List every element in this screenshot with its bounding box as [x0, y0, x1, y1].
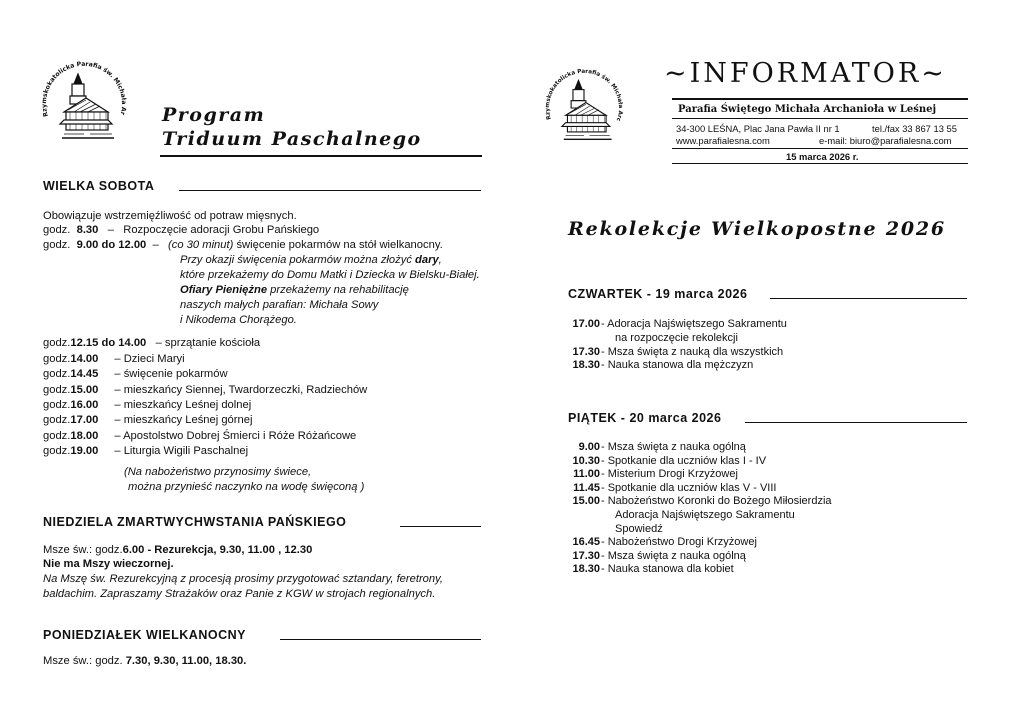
sobota-schedule-row	[43, 383, 367, 397]
niedziela-msze	[43, 543, 312, 557]
sobota-note3	[180, 283, 409, 297]
website-link[interactable]: www.parafialesna.com	[676, 135, 770, 146]
sobota-note7: można przynieść naczynko na wodę święconą )	[128, 481, 365, 493]
sobota-schedule-row	[43, 429, 356, 443]
time: 16.00	[70, 398, 99, 411]
time: 10.30	[572, 454, 600, 467]
prefix: godz.	[43, 368, 71, 381]
prefix: Msze św.: godz.	[43, 655, 123, 667]
note1-a: Przy okazji święcenia pokarmów można złożyć	[180, 254, 412, 266]
czwartek-schedule-row	[563, 346, 783, 360]
time: 14.00	[70, 353, 99, 365]
do: do	[101, 239, 116, 251]
piatek-schedule-row	[563, 482, 776, 496]
text: - Msza święta z nauka ogólną	[601, 549, 746, 562]
heading-niedziela: NIEDZIELA ZMARTWYCHWSTANIA PAŃSKIEGO	[43, 515, 347, 529]
rekolekcje-title: Rekolekcje Wielkopostne 2026	[568, 218, 946, 240]
informator-rule-date-top	[672, 148, 968, 149]
address: 34-300 LEŚNA, Plac Jana Pawła II nr 1	[676, 123, 840, 134]
time: 18.30	[572, 563, 600, 576]
time: 17.00	[70, 414, 99, 427]
heading-piatek: PIĄTEK - 20 marca 2026	[568, 411, 722, 425]
time: 18.30	[572, 359, 600, 372]
sobota-schedule-row	[43, 398, 251, 412]
times: 6.00 - Rezurekcja, 9.30, 11.00 , 12.30	[122, 544, 313, 556]
text: - Spotkanie dla uczniów klas I - IV	[601, 454, 767, 467]
text: Rozpoczęcie adoracji Grobu Pańskiego	[123, 224, 320, 236]
time: 11.00	[573, 468, 600, 481]
heading-poniedzialek: PONIEDZIAŁEK WIELKANOCNY	[43, 628, 246, 642]
issue-date: 15 marca 2026 r.	[786, 151, 859, 162]
sobota-note5: i Nikodema Chorążego.	[180, 314, 297, 326]
time: 17.30	[572, 549, 600, 562]
sobota-schedule-row	[43, 352, 185, 366]
niedziela-rule	[400, 526, 481, 527]
phone: tel./fax 33 867 13 55	[872, 123, 957, 134]
time-end: 12.00	[118, 239, 147, 251]
heading-wielka-sobota: WIELKA SOBOTA	[43, 179, 155, 193]
heading-czwartek: CZWARTEK - 19 marca 2026	[568, 287, 748, 301]
piatek-schedule-row	[563, 536, 757, 550]
time: 16.45	[572, 536, 600, 549]
sobota-schedule-row	[43, 367, 228, 381]
text: - Spotkanie dla uczniów klas V - VIII	[601, 481, 777, 494]
piatek-schedule-row	[563, 455, 766, 469]
piatek-schedule-row	[563, 468, 738, 482]
email-link[interactable]: e-mail: biuro@parafialesna.com	[819, 135, 952, 146]
text: – Apostolstwo Dobrej Śmierci i Róże Różańcowe	[114, 429, 357, 442]
prefix: godz.	[43, 353, 71, 365]
time-start: 9.00	[76, 239, 99, 251]
note3-ofiary: Ofiary Pieniężne	[180, 284, 268, 296]
prefix: godz.	[43, 383, 71, 396]
do: do	[101, 337, 116, 349]
sobota-line-900	[43, 238, 443, 252]
parish-logo-right	[538, 62, 630, 154]
time: 11.45	[573, 481, 600, 494]
piatek-schedule-row	[563, 523, 663, 537]
piatek-schedule-row	[563, 509, 795, 523]
sobota-note6: (Na nabożeństwo przynosimy świece,	[124, 466, 312, 478]
time: 17.30	[572, 345, 600, 358]
text: – mieszkańcy Leśnej górnej	[114, 414, 253, 427]
time: 15.00	[70, 383, 99, 396]
poniedzialek-rule	[280, 639, 481, 640]
text: Spowiedź	[615, 522, 663, 535]
time: 8.30	[76, 224, 99, 236]
prefix: Msze św.: godz.	[43, 544, 123, 556]
czwartek-rule	[770, 298, 967, 299]
text: - Msza święta z nauka ogólną	[601, 441, 746, 453]
sobota-schedule-row	[43, 413, 252, 427]
piatek-schedule-row	[563, 441, 746, 455]
prefix: godz.	[43, 224, 71, 236]
text: – mieszkańcy Siennej, Twardorzeczki, Radziechów	[114, 383, 368, 396]
prefix: godz.	[43, 398, 71, 411]
text: – Liturgia Wigili Paschalnej	[114, 444, 249, 457]
text: – sprzątanie kościoła	[155, 337, 261, 349]
time: 17.00	[572, 318, 600, 330]
piatek-schedule-row	[563, 495, 832, 509]
prefix: godz.	[43, 429, 71, 442]
sobota-note4: naszych małych parafian: Michała Sowy	[180, 299, 379, 311]
text: na rozpoczęcie rekolekcji	[615, 331, 738, 344]
dash: –	[152, 239, 159, 251]
text: – Dzieci Maryi	[114, 353, 185, 365]
piatek-rule	[745, 422, 967, 423]
poniedzialek-msze	[43, 654, 246, 668]
text: - Nauka stanowa dla mężczyzn	[601, 359, 754, 372]
note3-rest: przekażemy na rehabilitację	[267, 284, 409, 296]
prefix: godz.	[43, 414, 71, 427]
sobota-schedule-row	[43, 444, 248, 458]
time-end: 14.00	[118, 337, 147, 349]
program-title-line2: Triduum Paschalnego	[162, 128, 422, 150]
piatek-schedule-row	[563, 550, 746, 564]
church-logo-icon	[34, 54, 134, 154]
time-start: 12.15	[70, 337, 99, 349]
informator-rule-date-bottom	[672, 163, 968, 164]
program-title-line1: Program	[162, 104, 266, 126]
church-logo-icon	[538, 62, 630, 154]
text: - Msza święta z nauką dla wszystkich	[601, 345, 784, 358]
logo-ring-text: Rzymskokatolicka Parafia św. Michała Ar	[40, 60, 128, 118]
parish-name: Parafia Świętego Michała Archanioła w Leśnej	[678, 104, 937, 115]
text: święcenie pokarmów na stół wielkanocny.	[236, 239, 443, 251]
czwartek-schedule-row	[563, 332, 738, 346]
niedziela-note1: Na Mszę św. Rezurekcyjną z procesją prosimy przygotować sztandary, feretrony,	[43, 573, 443, 585]
sobota-note1	[180, 253, 442, 267]
text: - Adoracja Najświętszego Sakramentu	[601, 318, 787, 330]
sobota-note2: które przekażemy do Domu Matki i Dziecka w Bielsku-Białej.	[180, 269, 480, 281]
logo-ring-text: Rzymskokatolicka Parafia św. Michała Arc	[544, 68, 624, 122]
note1-dary: dary	[415, 254, 439, 266]
text: - Nabożeństwo Drogi Krzyżowej	[601, 536, 757, 549]
czwartek-schedule-row	[563, 359, 753, 373]
informator-rule-top	[672, 98, 968, 100]
time: 14.45	[70, 368, 99, 381]
piatek-schedule-row	[563, 563, 734, 577]
text: – mieszkańcy Leśnej dolnej	[114, 398, 252, 411]
sobota-intro: Obowiązuje wstrzemięźliwość od potraw mięsnych.	[43, 210, 297, 222]
prefix: godz.	[43, 337, 71, 349]
time: 9.00	[578, 441, 600, 453]
time: 18.00	[70, 429, 99, 442]
text: – święcenie pokarmów	[114, 368, 228, 381]
time: 15.00	[572, 495, 600, 508]
sobota-line-1215	[43, 336, 260, 350]
times: 7.30, 9.30, 11.00, 18.30.	[125, 655, 247, 667]
informator-title: ~INFORMATOR~	[664, 58, 947, 89]
paren-note: (co 30 minut)	[168, 239, 234, 251]
sobota-line-830: godz. 8.30 – Rozpoczęcie adoracji Grobu Pańskiego	[43, 224, 320, 236]
text: - Nabożeństwo Koronki do Bożego Miłosierdzia	[601, 495, 832, 508]
title-underline	[160, 155, 482, 157]
niedziela-note2: baldachim. Zapraszamy Strażaków oraz Panie z KGW w strojach regionalnych.	[43, 588, 436, 600]
informator-rule-mid	[672, 118, 968, 119]
czwartek-schedule-row	[563, 318, 787, 332]
niedziela-no-evening: Nie ma Mszy wieczornej.	[43, 558, 174, 570]
sobota-rule	[179, 190, 481, 191]
prefix: godz.	[43, 239, 71, 251]
note1-comma: ,	[438, 254, 442, 266]
text: - Nauka stanowa dla kobiet	[601, 563, 734, 576]
text: - Misterium Drogi Krzyżowej	[601, 468, 738, 481]
parish-logo-left	[34, 54, 134, 154]
text: Adoracja Najświętszego Sakramentu	[615, 509, 795, 521]
prefix: godz.	[43, 444, 71, 457]
time: 19.00	[70, 444, 99, 457]
